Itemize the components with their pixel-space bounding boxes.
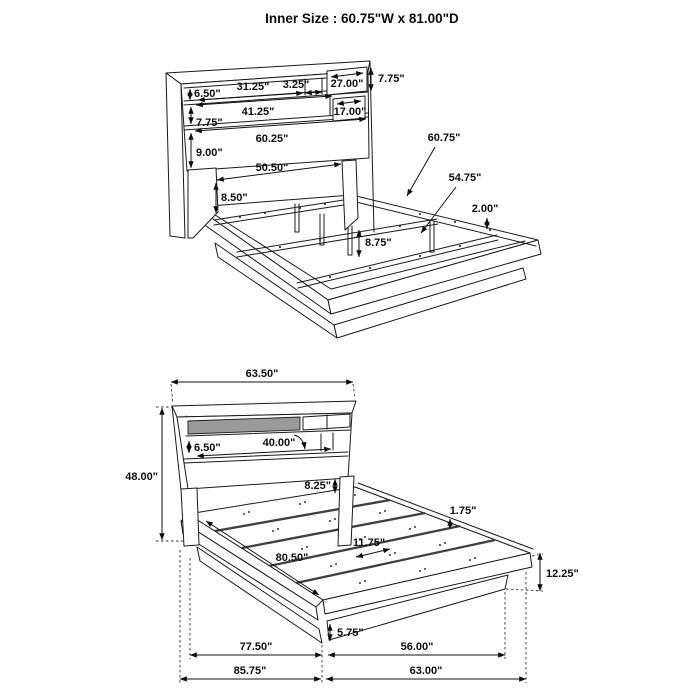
dim-deck-offset: 8.50" bbox=[221, 192, 248, 204]
side-view-art bbox=[172, 401, 533, 643]
dim-slat-spacing: 11.75" bbox=[352, 537, 386, 549]
dim-overall-width: 63.00" bbox=[409, 665, 443, 677]
dim-base-height: 5.75" bbox=[337, 627, 364, 639]
dim-shelf-height: 6.50" bbox=[194, 88, 221, 100]
dim-shelf-width: 31.25" bbox=[236, 81, 270, 93]
dim-shelf-height-side: 6.50" bbox=[194, 442, 221, 454]
dim-lower-panel-height: 9.00" bbox=[196, 147, 223, 159]
dim-deck-span: 77.50" bbox=[239, 641, 273, 653]
dim-headboard-width: 63.50" bbox=[245, 368, 279, 380]
dim-slat-length: 54.75" bbox=[448, 172, 482, 184]
dim-shelf-gap: 3.25" bbox=[282, 79, 310, 91]
dim-mid-right-width: 17.00" bbox=[333, 106, 367, 118]
dim-deck-length: 80.50" bbox=[275, 552, 309, 564]
dim-clearance: 8.25" bbox=[304, 480, 331, 492]
dim-foot-height: 12.25" bbox=[546, 568, 579, 580]
dim-base-width: 56.00" bbox=[400, 641, 434, 653]
page-title: Inner Size : 60.75"W x 81.00"D bbox=[265, 11, 459, 26]
dim-right-shelf-height: 7.75" bbox=[378, 73, 405, 85]
dim-right-shelf-width: 27.00" bbox=[330, 78, 364, 90]
dim-rail-lip: 1.75" bbox=[449, 505, 477, 517]
dim-overall-depth: 85.75" bbox=[233, 665, 267, 677]
dim-inner-clear-width: 50.50" bbox=[255, 162, 289, 174]
dim-rail-width: 2.00" bbox=[471, 203, 499, 215]
dim-mid-shelf-height: 7.75" bbox=[196, 117, 223, 129]
dim-rail-spacing: 8.75" bbox=[365, 237, 392, 249]
dim-mid-shelf-width: 41.25" bbox=[241, 106, 275, 118]
dim-shelf-width-side: 40.00" bbox=[262, 437, 296, 449]
dim-lower-panel-width: 60.25" bbox=[255, 133, 289, 145]
dim-inner-width: 60.75" bbox=[427, 132, 461, 144]
dim-headboard-height: 48.00" bbox=[125, 471, 158, 483]
